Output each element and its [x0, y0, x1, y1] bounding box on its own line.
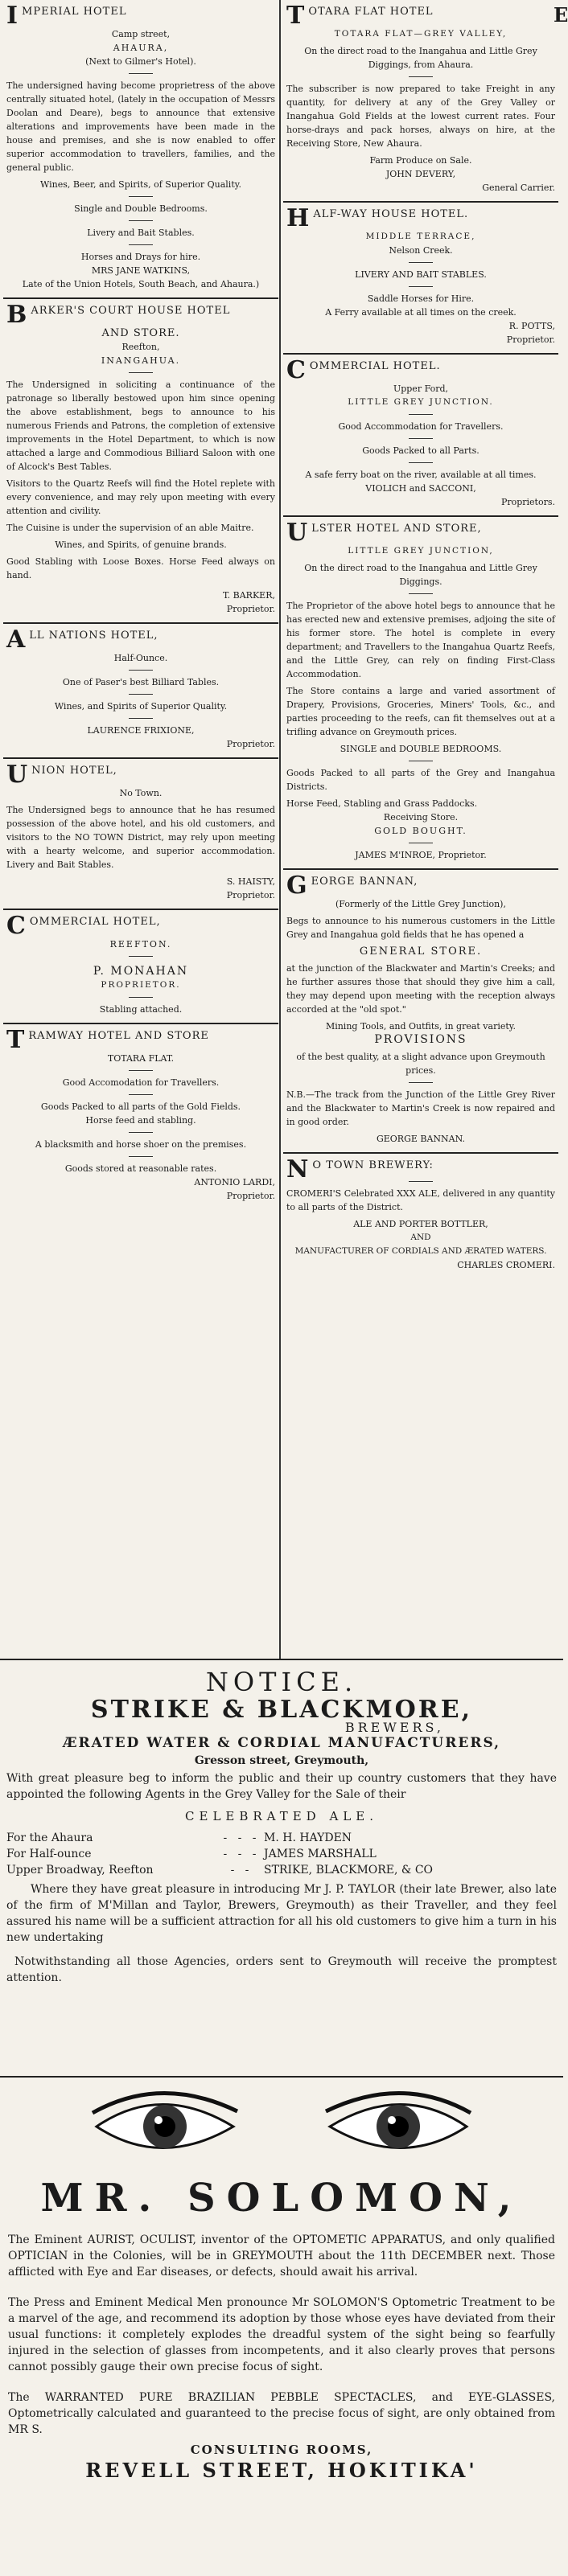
drop-cap: T	[6, 1026, 26, 1054]
goods-line: Goods Packed to all parts of the Grey and Inangahua Districts.	[286, 768, 555, 792]
celebrated-ale: CELEBRATED ALE.	[185, 1809, 378, 1823]
location: No Town.	[119, 788, 163, 798]
agent-place: Upper Broadway, Reefton	[6, 1864, 154, 1877]
town: TOTARA FLAT.	[107, 1053, 175, 1064]
drop-cap: T	[286, 2, 306, 30]
location: LITTLE GREY JUNCTION,	[348, 546, 494, 556]
agent-place: For Half-ounce	[6, 1848, 92, 1860]
ad-title: O TOWN BREWERY:	[312, 1159, 434, 1171]
drop-cap: G	[286, 872, 308, 900]
and-line: AND	[410, 1233, 431, 1242]
rooms-line: Single and Double Bedrooms.	[74, 203, 208, 214]
horse-line: Horse feed and stabling.	[85, 1115, 196, 1126]
ad-mr-solomon	[0, 2171, 563, 2482]
horse-line: Horse Feed, Stabling and Grass Paddocks.	[286, 798, 478, 809]
drop-cap: H	[286, 204, 311, 232]
bottler-line: ALE AND PORTER BOTTLER,	[353, 1219, 488, 1229]
drop-cap: U	[6, 761, 29, 789]
accommodation-line: Good Accomodation for Travellers.	[62, 1077, 220, 1088]
agent-place: For the Ahaura	[6, 1832, 93, 1844]
cropped-column-fragment: E	[554, 3, 568, 27]
proprietor: JAMES M'INROE, Proprietor.	[355, 850, 487, 860]
ad-title: ARKER'S COURT HOUSE HOTEL	[31, 305, 231, 317]
proprietor-role: Proprietor.	[226, 604, 275, 614]
notice-body: Notwithstanding all those Agencies, orders sent to Greymouth will receive the promptest attention.	[6, 1955, 557, 1984]
manufacturer-line: MANUFACTURER OF CORDIALS AND ÆRATED WATERS.	[294, 1246, 547, 1256]
location: TOTARA FLAT—GREY VALLEY,	[334, 29, 508, 39]
ad-body: The Undersigned in soliciting a continuance of the patronage so liberally bestowed upon him since opening the above establishment, begs to announce to his numerous Friends and Patrons, the completion of extensive improvements in the Hotel Department, to which is now attached a large and Commodious Billiard Saloon with one of Alcock's Best Tables.	[6, 379, 275, 472]
agents-list	[6, 1830, 557, 1878]
solomon-body: The Eminent AURIST, OCULIST, inventor of the OPTOMETIC APPARATUS, and only qualified OPTICIAN in the Colonies, will be in GREYMOUTH about the 11th DECEMBER next. Those afflicted with Eye and Ear diseases, or defects, should await his arrival.	[8, 2233, 555, 2279]
ad-body: The Store contains a large and varied assortment of Drapery, Provisions, Groceries, Miners' Tools, &c., and parties proceeding to the reefs, can fit themselves out at a trifling advance on Greymouth prices.	[286, 686, 555, 737]
location-2: LITTLE GREY JUNCTION.	[348, 397, 494, 407]
town: REEFTON.	[109, 939, 172, 950]
agent-name: STRIKE, BLACKMORE, & CO	[264, 1864, 434, 1877]
ale-line: CROMERI'S Celebrated XXX ALE, delivered in any quantity to all parts of the District.	[286, 1188, 555, 1212]
horses-line: Horses and Drays for hire.	[80, 252, 201, 262]
agent-name: M. H. HAYDEN	[264, 1832, 352, 1844]
proprietor-role: Proprietor.	[506, 334, 555, 345]
proprietor-role: Proprietors.	[500, 497, 555, 507]
ad-half-way-house-hotel	[283, 203, 558, 355]
rooms-line: SINGLE and DOUBLE BEDROOMS.	[340, 744, 502, 754]
ad-title: OMMERCIAL HOTEL,	[29, 916, 161, 928]
proprietor: VIOLICH and SACCONI,	[365, 483, 476, 494]
firm-trade: BREWERS,	[344, 1720, 444, 1735]
ad-george-bannan	[283, 870, 558, 1154]
drop-cap: N	[286, 1155, 310, 1183]
drop-cap: C	[6, 912, 27, 940]
location: Half-Ounce.	[113, 653, 168, 663]
livery-line: LIVERY AND BAIT STABLES.	[355, 269, 487, 280]
ad-imperial-hotel	[3, 0, 278, 299]
ad-title: ALF-WAY HOUSE HOTEL.	[313, 208, 469, 220]
proprietor: JOHN DEVERY,	[385, 169, 456, 179]
ad-title: EORGE BANNAN,	[311, 876, 418, 888]
billiard-line: One of Paser's best Billiard Tables.	[62, 677, 220, 687]
store-heading: GENERAL STORE.	[359, 945, 483, 958]
blacksmith-line: A blacksmith and horse shoer on the premises.	[35, 1139, 247, 1150]
wines-line: Wines, and Spirits of Superior Quality.	[54, 701, 228, 712]
ad-title: RAMWAY HOTEL AND STORE	[28, 1030, 209, 1042]
solomon-name: MR. SOLOMON,	[40, 2176, 523, 2221]
route-line: On the direct road to the Inangahua and Little Grey Diggings.	[304, 563, 537, 587]
solomon-body: The WARRANTED PURE BRAZILIAN PEBBLE SPECTACLES, and EYE-GLASSES, Optometrically calculated and guaranteed to the precise focus of sight, are only obtained from MR S.	[8, 2391, 555, 2436]
gold-line: GOLD BOUGHT.	[374, 826, 467, 836]
notice-body: With great pleasure beg to inform the public and their up country customers that they have appointed the following Agents in the Grey Valley for the Sale of their	[6, 1772, 557, 1801]
accommodation-line: Good Accommodation for Travellers.	[338, 421, 504, 432]
section-rule	[0, 2076, 563, 2078]
agent-row: For Half-ounce - - - JAMES MARSHALL	[6, 1848, 377, 1860]
receiving-line: Receiving Store.	[383, 812, 459, 822]
goods-line: Goods Packed to all parts of the Gold Fields.	[40, 1101, 241, 1112]
proprietor: MRS JANE WATKINS,	[91, 265, 191, 276]
wines-line: Wines, and Spirits, of genuine brands.	[55, 539, 227, 550]
ad-body: Visitors to the Quartz Reefs will find the Hotel replete with every convenience, and may rely upon meeting with every attention and civility.	[6, 478, 275, 516]
town: Reefton,	[121, 342, 160, 352]
proprietor: GEORGE BANNAN.	[376, 1134, 466, 1144]
ad-commercial-hotel-reefton	[3, 910, 278, 1024]
ad-body: The Proprietor of the above hotel begs to announce that he has erected new and extensive premises, adjoing the site of his former store. The hotel is complete in every department; and Travellers to the Inangahua Quartz Reefs, and the Little Grey, can rely on finding First-Class Accommodation.	[286, 601, 555, 679]
proprietor: ANTONIO LARDI,	[194, 1177, 275, 1188]
notice-strike-blackmore	[0, 1660, 563, 1986]
proprietor: LAURENCE FRIXIONE,	[87, 725, 195, 736]
ad-body: The Undersigned begs to announce that he has resumed possession of the above hotel, and his old customers, and visitors to the NO TOWN District, may rely upon meeting with a hearty welcome, and superior accommodation. Livery and Bait Stables.	[6, 805, 275, 870]
drop-cap: A	[6, 626, 27, 654]
proprietor-role: Proprietor.	[226, 1191, 275, 1201]
route-line: On the direct road to the Inangahua and Little Grey Diggings, from Ahaura.	[304, 46, 537, 70]
right-column	[283, 0, 558, 1278]
ferry-line: A Ferry available at all times on the creek.	[325, 307, 517, 318]
firm-address: Gresson street, Greymouth,	[194, 1754, 369, 1767]
ferry-line: A safe ferry boat on the river, available at all times.	[305, 470, 537, 480]
proprietor: CHARLES CROMERI.	[457, 1260, 555, 1270]
location-2: Nelson Creek.	[389, 245, 453, 256]
ad-commercial-hotel-upper-ford	[283, 355, 558, 517]
firm-products: ÆRATED WATER & CORDIAL MANUFACTURERS,	[62, 1735, 501, 1751]
proprietor-role: Proprietor.	[226, 739, 275, 749]
proprietor-role: General Carrier.	[482, 183, 555, 193]
ad-no-town-brewery	[283, 1154, 558, 1278]
ad-title-2: AND STORE.	[101, 327, 180, 339]
right-eye-icon	[326, 2093, 471, 2148]
drop-cap: B	[6, 301, 28, 329]
solomon-body: The Press and Eminent Medical Men pronounce Mr SOLOMON'S Optometric Treatment to be a marvel of the age, and recommend its adoption by those whose eyes have deviated from their usual functions: it completely explodes the dreadful system of the sight being so fearfully injured in the selection of glasses from incompetents, and it also clearly proves that persons cannot possibly gauge their own precise focus of sight.	[8, 2296, 555, 2373]
livery-line: Livery and Bait Stables.	[87, 228, 195, 238]
location-note: (Next to Gilmer's Hotel).	[85, 56, 196, 67]
storage-line: Goods stored at reasonable rates.	[64, 1163, 217, 1174]
provisions-line: of the best quality, at a slight advance upon Greymouth prices.	[296, 1052, 545, 1076]
district: INANGAHUA.	[101, 355, 181, 366]
location: Upper Ford,	[393, 384, 449, 394]
proprietor-role: PROPRIETOR.	[101, 980, 181, 990]
town: AHAURA,	[113, 43, 169, 53]
ad-ulster-hotel	[283, 517, 558, 870]
stabling-line: Good Stabling with Loose Boxes. Horse Feed always on hand.	[6, 556, 275, 580]
ad-union-hotel	[3, 759, 278, 910]
location: MIDDLE TERRACE,	[365, 232, 476, 241]
ad-title: OTARA FLAT HOTEL	[308, 6, 434, 18]
mining-line: Mining Tools, and Outfits, in great variety.	[325, 1021, 517, 1032]
agent-row: Upper Broadway, Reefton - - STRIKE, BLACKMORE, & CO	[6, 1864, 434, 1877]
saddle-line: Saddle Horses for Hire.	[367, 293, 475, 304]
ad-tramway-hotel	[3, 1024, 278, 1209]
ad-title: LL NATIONS HOTEL,	[29, 630, 158, 642]
ad-body: at the junction of the Blackwater and Martin's Creeks; and he further assures those that should they give him a call, they may depend upon meeting with the reception always accorded at the "old spot."	[286, 963, 555, 1015]
ad-body: The subscriber is now prepared to take Freight in any quantity, for delivery at any of the Grey Valley or Inangahua Gold Fields at the lowest current rates. Four horse-drays and pack horses, always on hire, at the Receiving Store, New Ahaura.	[286, 84, 555, 149]
ad-totara-flat-hotel	[283, 0, 558, 203]
agent-name: JAMES MARSHALL	[264, 1848, 377, 1860]
drop-cap: I	[6, 2, 19, 30]
proprietor: R. POTTS,	[508, 321, 555, 331]
drop-cap: U	[286, 519, 309, 547]
proprietor: S. HAISTY,	[226, 876, 275, 887]
consulting-heading: CONSULTING ROOMS,	[190, 2443, 373, 2457]
goods-line: Goods Packed to all Parts.	[362, 445, 480, 456]
farm-line: Farm Produce on Sale.	[369, 155, 472, 166]
ad-title: NION HOTEL,	[31, 765, 117, 777]
wines-line: Wines, Beer, and Spirits, of Superior Quality.	[39, 179, 241, 190]
nb-line: N.B.—The track from the Junction of the Little Grey River and the Blackwater to Martin's Creek is now repaired and in good order.	[286, 1089, 555, 1127]
eyes-illustration	[0, 2082, 563, 2171]
column-divider	[279, 0, 281, 1660]
street: Camp street,	[111, 29, 171, 39]
ad-title: MPERIAL HOTEL	[22, 6, 127, 18]
ad-body: The undersigned having become proprietress of the above centrally situated hotel, (lately in the occupation of Messrs Doolan and Deare), begs to announce that extensive alterations and improvements have been made in the house and premises, and she is now enabled to offer superior accommodation to travellers, families, and the general public.	[6, 80, 275, 173]
notice-body: Where they have great pleasure in introducing Mr J. P. TAYLOR (their late Brewer, also late of the firm of M'Millan and Taylor, Brewers, Greymouth) as their Traveller, and they feel assured his name will be a sufficient attraction for all his old customers to give him a turn in his new undertaking	[6, 1883, 557, 1944]
proprietor-role: Proprietor.	[226, 890, 275, 900]
stabling-line: Stabling attached.	[99, 1004, 183, 1015]
notice-title: NOTICE.	[205, 1667, 358, 1697]
proprietor: P. MONAHAN	[93, 965, 189, 978]
formerly-line: (Formerly of the Little Grey Junction),	[335, 899, 506, 909]
drop-cap: C	[286, 356, 307, 384]
proprietor: T. BARKER,	[222, 590, 275, 601]
ad-barkers-hotel	[3, 299, 278, 624]
ad-all-nations-hotel	[3, 624, 278, 759]
ad-title: LSTER HOTEL AND STORE,	[311, 523, 482, 535]
provisions-heading: PROVISIONS	[374, 1033, 467, 1046]
ad-body: Begs to announce to his numerous customers in the Little Grey and Inangahua gold fields that he has opened a	[286, 916, 555, 940]
firm-name: STRIKE & BLACKMORE,	[90, 1696, 473, 1724]
ad-body: The Cuisine is under the supervision of an able Maitre.	[6, 523, 254, 533]
proprietor-note: Late of the Union Hotels, South Beach, and Ahaura.)	[22, 279, 260, 289]
left-eye-icon	[93, 2093, 237, 2148]
left-column	[3, 0, 278, 1209]
agent-row: For the Ahaura - - - M. H. HAYDEN	[6, 1832, 352, 1844]
consulting-address: REVELL STREET, HOKITIKA'	[85, 2459, 478, 2482]
ad-title: OMMERCIAL HOTEL.	[309, 360, 441, 372]
